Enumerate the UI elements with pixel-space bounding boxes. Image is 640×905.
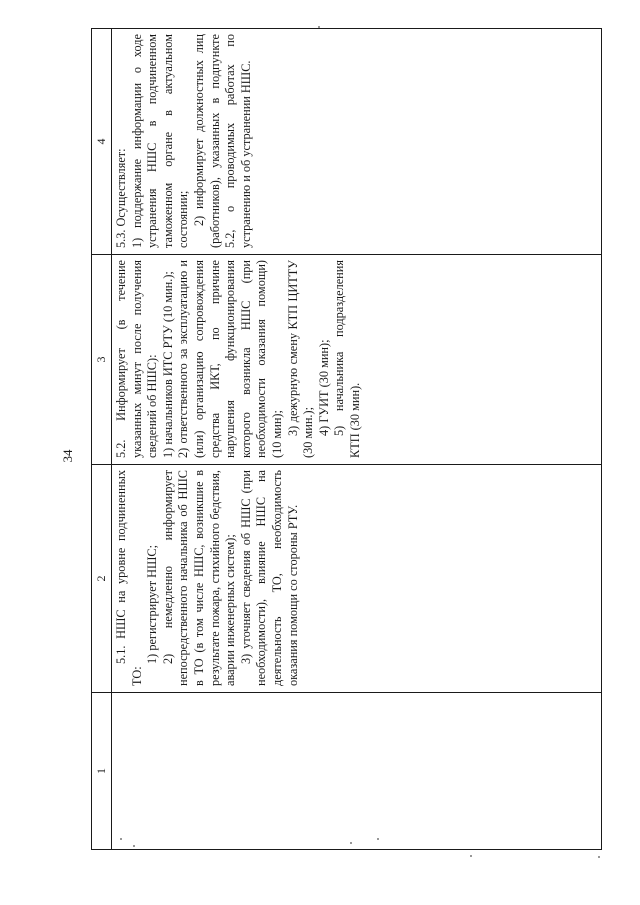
page-number: 34 [60,449,75,463]
scan-speck [377,838,379,840]
scan-speck [133,845,135,847]
paragraph: 5.1. НШС на уровне подчиненных ТО: [114,470,144,686]
paragraph: 2) немедленно информирует непосредственного начальника об НШС в ТО (в том числе НШС, возникшие в результате пожара, стихийного бедствия, аварии инженерных систем); [160,470,238,686]
header-row [92,29,112,850]
scan-speck [120,838,122,840]
paragraph: 3) уточняет сведения об НШС (при необходимости), влияние НШС на деятельность ТО, необходимость оказания помощи со стороны РТУ. [238,470,300,686]
procedure-table [91,28,602,850]
column-header-1: 1 [92,693,112,850]
cell-col-4 [112,29,602,255]
paragraph: 1) регистрирует НШС; [145,544,160,664]
content-row [112,29,602,850]
paragraph: 1) начальников ИТС РТУ (10 мин.); [160,271,175,458]
paragraph: 5.3. Осуществляет: [114,148,128,248]
paragraph: 1) поддержание информации о ходе устранения НШС в подчиненном таможенном органе в актуальном состоянии; [129,34,191,248]
cell-col-1 [112,693,602,850]
scan-speck [598,856,600,858]
cell-col-2 [112,465,602,693]
paragraph: 5.2. Информирует (в течение указанных минут после получения сведений об НШС): [114,260,160,458]
cell-col-3 [112,255,602,465]
paragraph: 2) ответственного за эксплуатацию и (или) организацию сопровождения средства ИКТ, по причине нарушения функционирования которого возникла НШС (при необходимости оказания помощи) (10 мин); [176,260,284,458]
scan-speck [470,855,472,857]
column-header-4: 4 [92,29,112,255]
column-header-3: 3 [92,255,112,465]
document-table-rotated [91,33,602,850]
column-header-2: 2 [92,465,112,693]
paragraph: 2) информирует должностных лиц (работников), указанных в подпункте 5.2, о проводимых работах по устранению и об устранении НШС. [191,34,253,248]
paragraph: 3) дежурную смену КТП ЦИТТУ (30 мин.); [285,260,316,458]
scan-speck [318,26,320,28]
scan-speck [350,842,352,844]
paragraph: 4) ГУИТ (30 мин); [316,339,331,436]
paragraph: 5) начальника подразделения КТП (30 мин). [332,260,362,458]
